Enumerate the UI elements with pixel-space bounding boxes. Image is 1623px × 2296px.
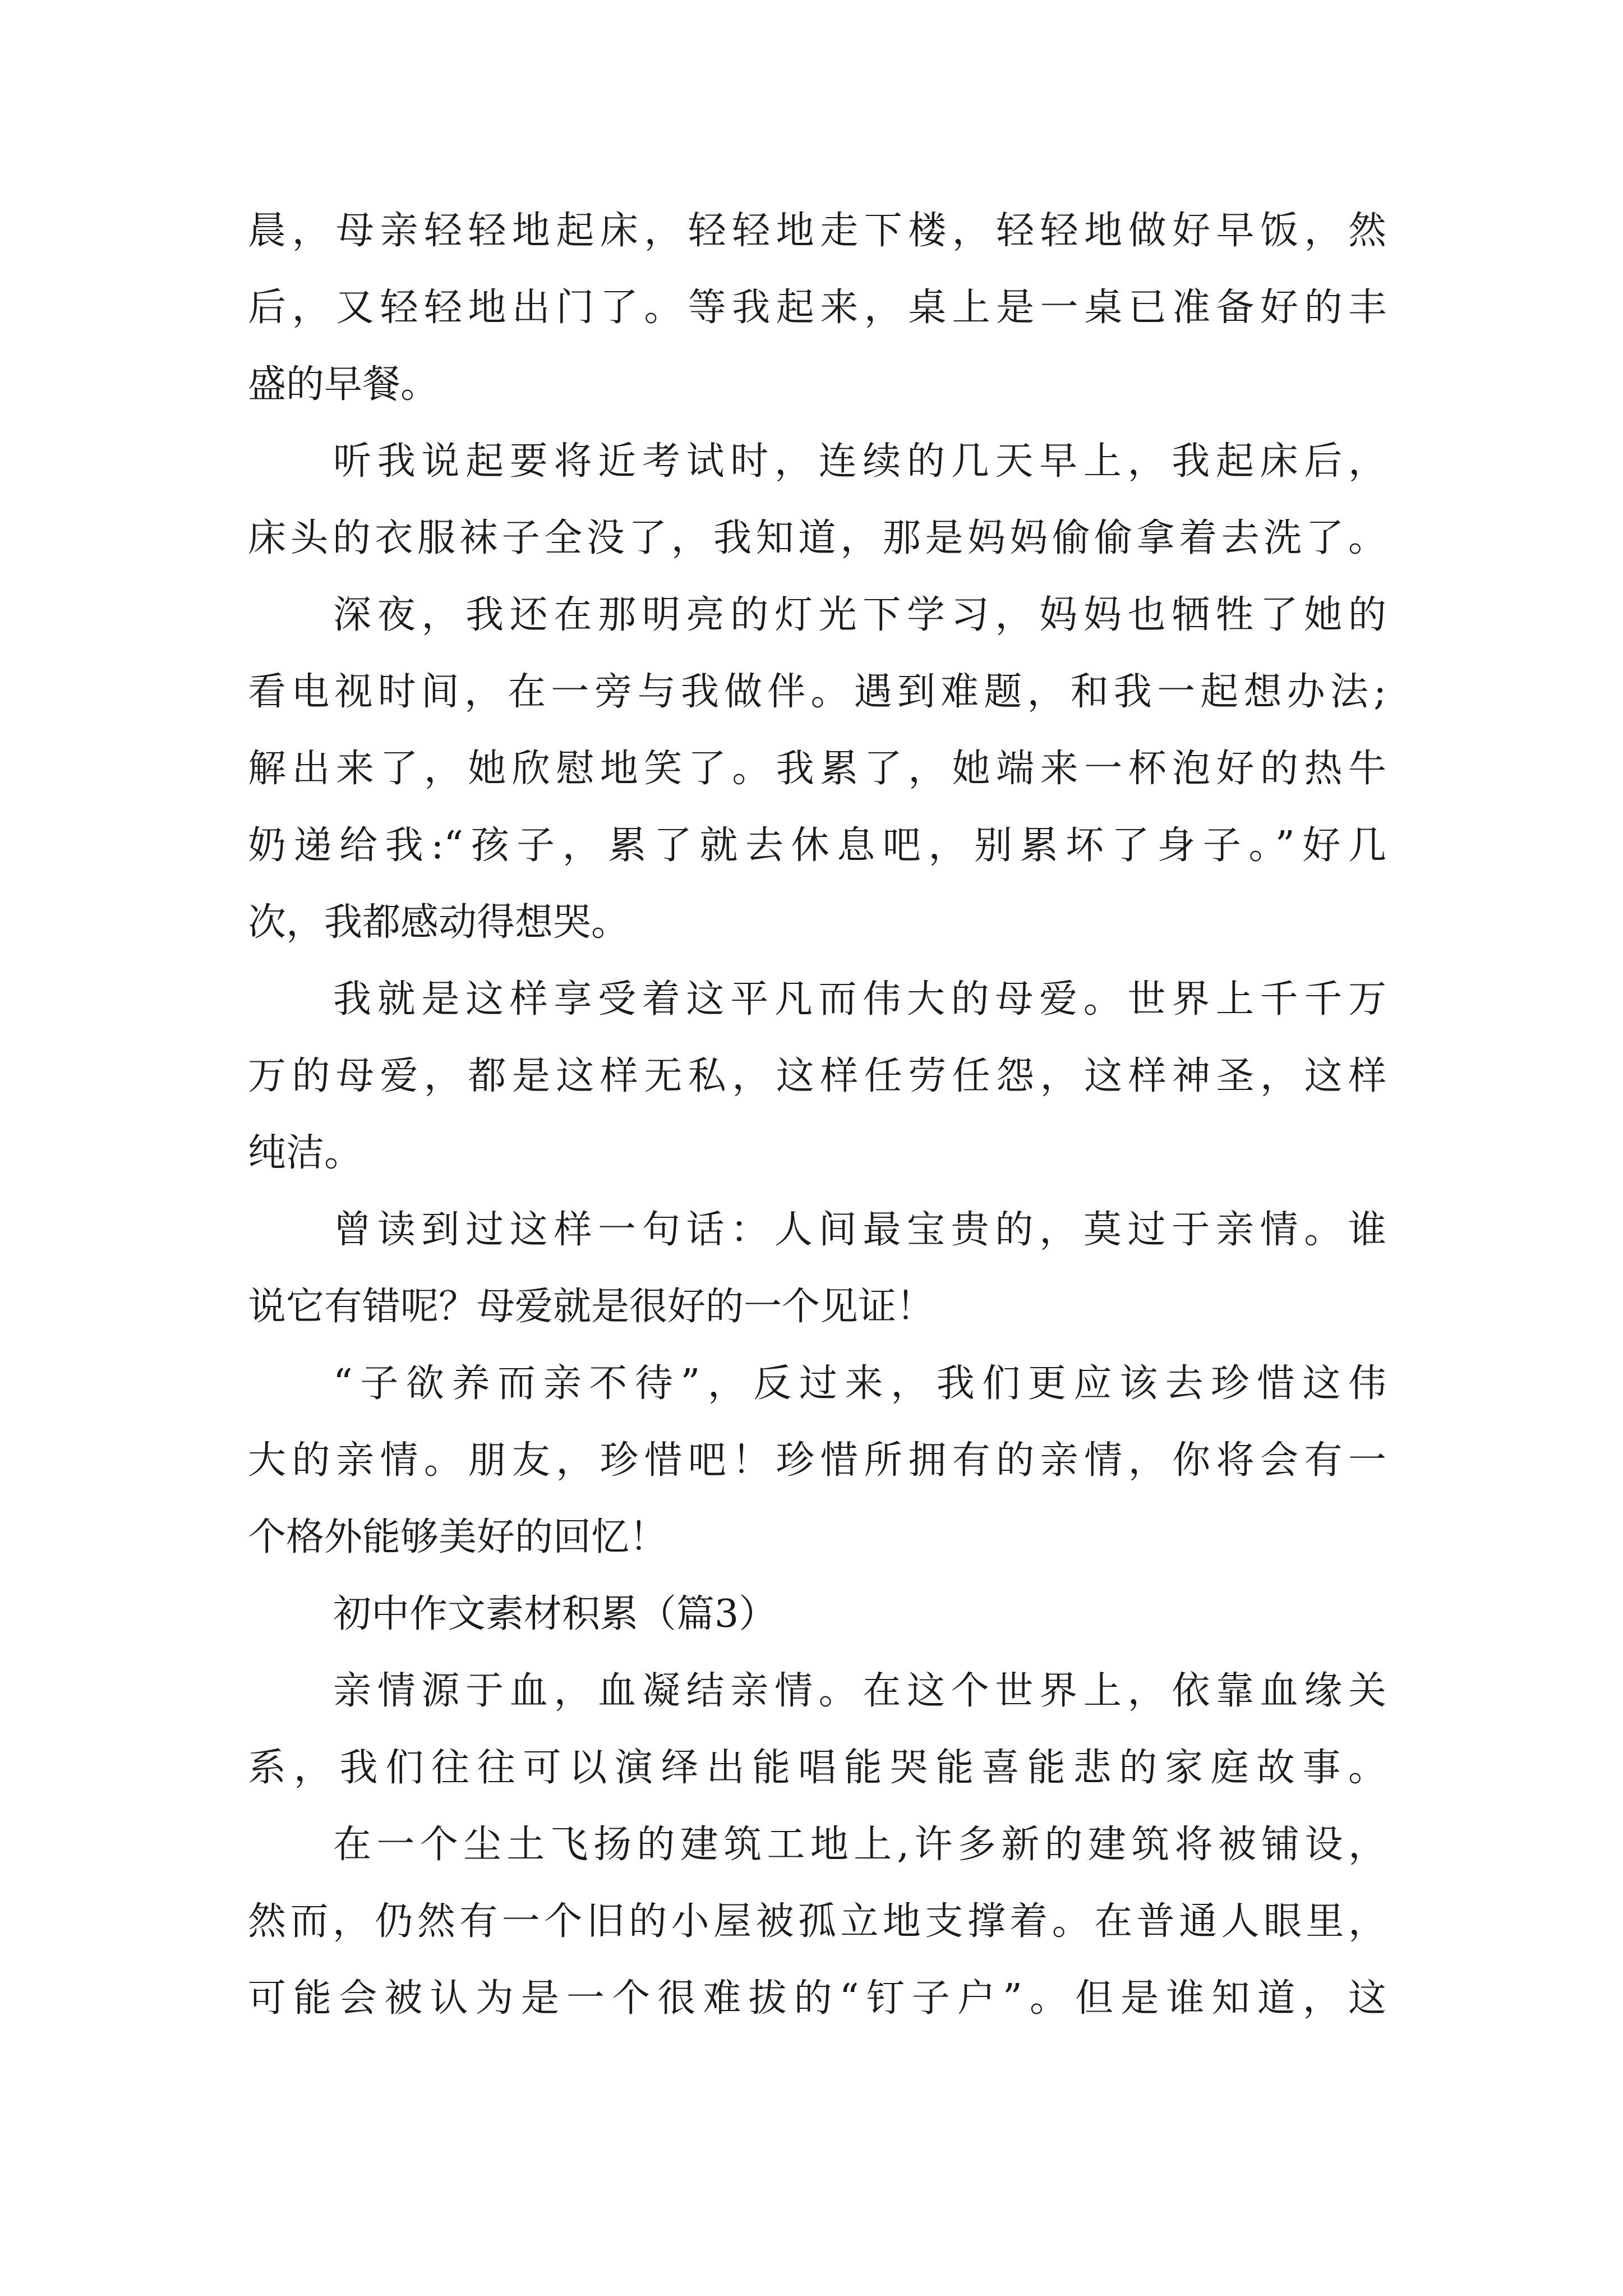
text-line: 看电视时间，在一旁与我做伴。遇到难题，和我一起想办法; xyxy=(248,670,1386,714)
text-line: “子欲养而亲不待”，反过来，我们更应该去珍惜这伟 xyxy=(333,1361,1386,1406)
text-line: 说它有错呢？母爱就是很好的一个见证！ xyxy=(248,1285,935,1329)
text-line: 个格外能够美好的回忆！ xyxy=(248,1515,668,1559)
text-line: 后，又轻轻地出门了。等我起来，桌上是一桌已准备好的丰 xyxy=(248,286,1386,330)
text-line: 纯洁。 xyxy=(248,1131,363,1175)
text-line: 盛的早餐。 xyxy=(248,362,439,407)
text-line: 大的亲情。朋友，珍惜吧！珍惜所拥有的亲情，你将会有一 xyxy=(248,1438,1386,1483)
text-line: 然而，仍然有一个旧的小屋被孤立地支撑着。在普通人眼里， xyxy=(248,1899,1386,1944)
text-line: 解出来了，她欣慰地笑了。我累了，她端来一杯泡好的热牛 xyxy=(248,747,1386,791)
text-line: 床头的衣服袜子全没了，我知道，那是妈妈偷偷拿着去洗了。 xyxy=(248,516,1386,560)
text-line: 可能会被认为是一个很难拔的“钉子户”。但是谁知道，这 xyxy=(248,1976,1386,2021)
text-line: 在一个尘土飞扬的建筑工地上,许多新的建筑将被铺设， xyxy=(333,1823,1386,1867)
text-line: 万的母爱，都是这样无私，这样任劳任怨，这样神圣，这样 xyxy=(248,1054,1386,1098)
text-line: 奶递给我:“孩子，累了就去休息吧，别累坏了身子。”好几 xyxy=(248,823,1386,868)
text-line: 系，我们往往可以演绎出能唱能哭能喜能悲的家庭故事。 xyxy=(248,1746,1386,1790)
text-line: 亲情源于血，血凝结亲情。在这个世界上，依靠血缘关 xyxy=(333,1669,1386,1713)
text-line: 听我说起要将近考试时，连续的几天早上，我起床后， xyxy=(333,439,1386,484)
text-line: 曾读到过这样一句话：人间最宝贵的，莫过于亲情。谁 xyxy=(333,1208,1386,1252)
text-line: 次，我都感动得想哭。 xyxy=(248,900,630,945)
text-line: 深夜，我还在那明亮的灯光下学习，妈妈也牺牲了她的 xyxy=(333,593,1386,637)
text-line: 晨，母亲轻轻地起床，轻轻地走下楼，轻轻地做好早饭，然 xyxy=(248,209,1386,253)
text-line: 我就是这样享受着这平凡而伟大的母爱。世界上千千万 xyxy=(333,977,1386,1022)
section-heading: 初中作文素材积累（篇3） xyxy=(333,1592,777,1636)
